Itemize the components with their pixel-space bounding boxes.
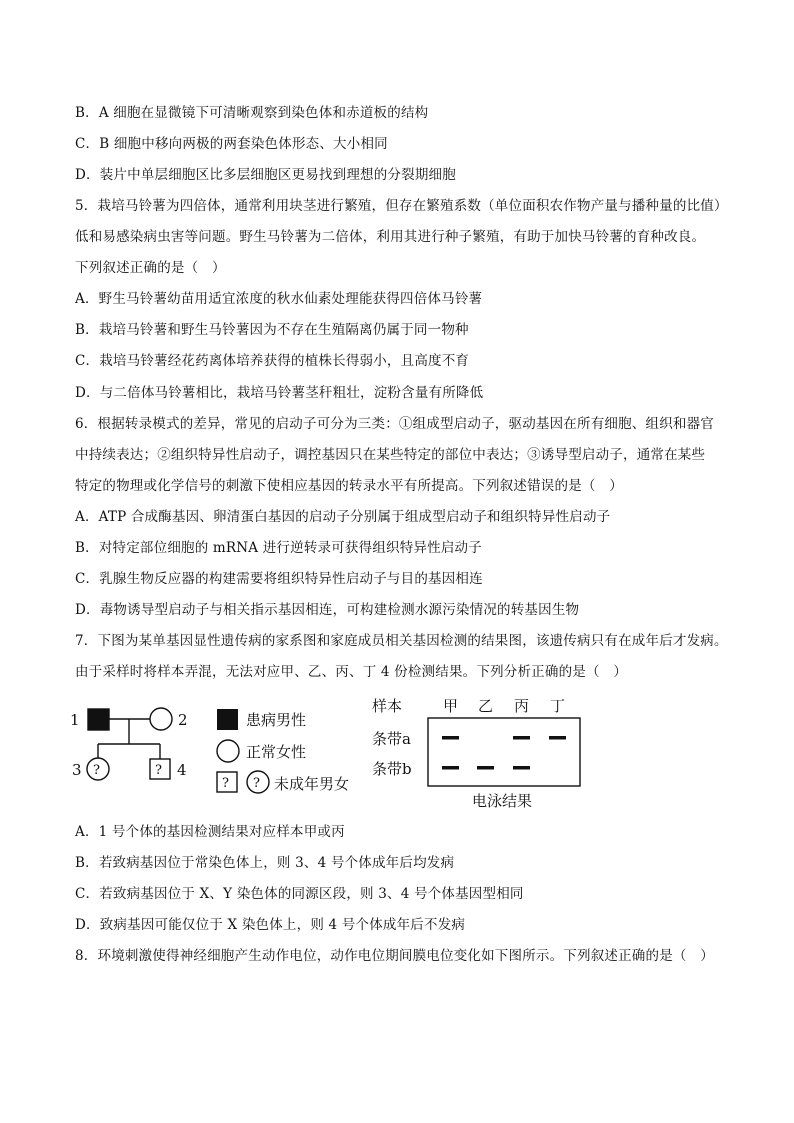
question-mark-4: ?	[155, 763, 162, 778]
q6-stem-line1: 6．根据转录模式的差异，常见的启动子可分为三类：①组成型启动子，驱动基因在所有细胞、组织和器官	[75, 416, 714, 432]
q4-option-d: D．装片中单层细胞区比多层细胞区更易找到理想的分裂期细胞	[75, 167, 456, 183]
legend-question-mark-male: ?	[222, 776, 229, 791]
band-b-lane-1	[442, 766, 459, 770]
q4-option-c: C．B 细胞中移向两极的两套染色体形态、大小相同	[75, 136, 388, 152]
band-a-lane-3	[513, 736, 530, 740]
q6-option-c: C．乳腺生物反应器的构建需要将组织特异性启动子与目的基因相连	[75, 571, 483, 587]
legend-affected-male-symbol	[217, 709, 238, 730]
gel-sample-1: 甲	[443, 697, 459, 715]
pedigree-number-4: 4	[177, 761, 187, 779]
q7-stem-line2: 由于采样时将样本弄混，无法对应甲、乙、丙、丁 4 份检测结果。下列分析正确的是（ ）	[75, 664, 628, 680]
q5-stem-line2: 低和易感染病虫害等问题。野生马铃薯为二倍体，利用其进行种子繁殖，有助于加快马铃薯的育种改良。	[75, 229, 706, 245]
q6-option-d: D．毒物诱导型启动子与相关指示基因相连，可构建检测水源污染情况的转基因生物	[75, 602, 580, 618]
q5-stem-line1: 5．栽培马铃薯为四倍体，通常利用块茎进行繁殖，但存在繁殖系数（单位面积农作物产量与播种量的比值）	[75, 198, 728, 214]
pedigree-number-1: 1	[70, 711, 80, 729]
q6-stem-line2: 中持续表达；②组织特异性启动子，调控基因只在某些特定的部位中表达；③诱导型启动子，通常在某些	[75, 447, 706, 463]
gel-sample-label: 样本	[372, 697, 403, 715]
q8-stem-line1: 8．环境刺激使得神经细胞产生动作电位，动作电位期间膜电位变化如下图所示。下列叙述正确的是（ ）	[75, 948, 714, 964]
gel-sample-3: 丙	[514, 697, 530, 715]
q4-option-b: B．A 细胞在显微镜下可清晰观察到染色体和赤道板的结构	[75, 105, 429, 121]
q5-option-a: A．野生马铃薯幼苗用适宜浓度的秋水仙素处理能获得四倍体马铃薯	[75, 291, 483, 307]
q7-option-a: A．1 号个体的基因检测结果对应样本甲或丙	[75, 824, 345, 840]
q6-option-b: B．对特定部位细胞的 mRNA 进行逆转录可获得组织特异性启动子	[75, 540, 482, 556]
band-b-lane-2	[477, 766, 494, 770]
gel-frame	[428, 718, 580, 786]
pedigree-number-2: 2	[178, 711, 188, 729]
q5-option-d: D．与二倍体马铃薯相比，栽培马铃薯茎秆粗壮，淀粉含量有所降低	[75, 385, 484, 401]
q6-option-a: A．ATP 合成酶基因、卵清蛋白基因的启动子分别属于组成型启动子和组织特异性启动子	[75, 509, 611, 525]
question-mark-3: ?	[93, 763, 100, 778]
q6-stem-line3: 特定的物理或化学信号的刺激下使相应基因的转录水平有所提高。下列叙述错误的是（ ）	[75, 478, 623, 494]
gel-caption: 电泳结果	[472, 792, 533, 810]
q7-option-b: B．若致病基因位于常染色体上，则 3、4 号个体成年后均发病	[75, 855, 455, 871]
band-a-lane-4	[549, 736, 566, 740]
gel-sample-2: 乙	[478, 697, 494, 715]
gel-band-a-label: 条带a	[372, 730, 411, 748]
gel-band-b-label: 条带b	[372, 760, 412, 778]
pedigree-individual-2	[150, 708, 172, 730]
band-a-lane-1	[442, 736, 459, 740]
legend-normal-female-symbol	[217, 740, 239, 762]
electrophoresis-result	[372, 697, 580, 810]
legend-normal-female-label: 正常女性	[246, 743, 307, 761]
q7-option-c: C．若致病基因位于 X、Y 染色体的同源区段，则 3、4 号个体基因型相同	[75, 886, 524, 902]
q7-stem-line1: 7．下图为某单基因显性遗传病的家系图和家庭成员相关基因检测的结果图，该遗传病只有在成年后才发病。	[75, 633, 728, 649]
q5-option-b: B．栽培马铃薯和野生马铃薯因为不存在生殖隔离仍属于同一物种	[75, 322, 469, 338]
band-b-lane-3	[513, 766, 530, 770]
legend-minor-label: 未成年男女	[274, 775, 350, 793]
q5-option-c: C．栽培马铃薯经花药离体培养获得的植株长得弱小，且高度不育	[75, 353, 470, 369]
pedigree-number-3: 3	[72, 761, 82, 779]
pedigree-legend	[217, 709, 349, 793]
q5-stem-line3: 下列叙述正确的是（ ）	[75, 260, 226, 276]
legend-affected-male-label: 患病男性	[246, 711, 307, 729]
gel-sample-4: 丁	[550, 697, 566, 715]
q7-option-d: D．致病基因可能仅位于 X 染色体上，则 4 号个体成年后不发病	[75, 917, 466, 933]
legend-question-mark-female: ?	[253, 776, 260, 791]
pedigree-individual-1	[88, 709, 109, 730]
